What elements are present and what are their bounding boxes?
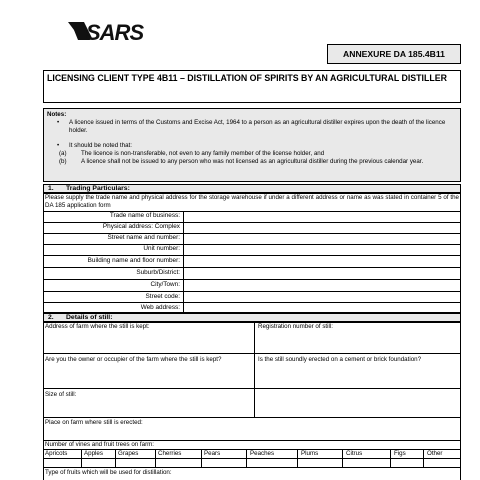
notes-item-b-text: A licence shall not be issued to any person who was not licensed as an agricultural distiller during the previous calendar year. [81, 158, 424, 165]
building-input[interactable] [184, 256, 460, 267]
owner-question-label: Are you the owner or occupier of the farm where the still is kept? [45, 356, 222, 363]
still-size-input[interactable] [44, 400, 253, 416]
still-size-extra-input[interactable] [256, 389, 460, 416]
notes-bullet-1: • A licence issued in terms of the Customs and Excise Act, 1964 to a person as an agricultural distiller expires upon the death of the licence holder. [57, 119, 446, 134]
notes-item-a [47, 150, 457, 158]
section-1-title: Trading Particulars: [66, 185, 130, 192]
fruit-header-cherries: Cherries [158, 450, 182, 457]
annexure-label: ANNEXURE DA 185.4B11 [327, 44, 461, 64]
fruit-header-grapes: Grapes [118, 450, 139, 457]
still-place-label: Place on farm where still is erected: [45, 419, 143, 426]
notes-item-b-key: (b) [59, 158, 67, 165]
s2-line-1 [43, 353, 461, 354]
fruit-types-label: Type of fruits which will be used for distillation: [45, 469, 172, 476]
s2-line-3 [43, 417, 461, 418]
registration-label: Registration number of still: [258, 323, 333, 330]
suburb-input[interactable] [184, 268, 460, 279]
registration-input[interactable] [256, 332, 460, 352]
farm-address-label: Address of farm where the still is kept: [45, 323, 150, 330]
fruit-header-apples: Apples [84, 450, 103, 457]
notes-bullet-2-text: It should be noted that: [69, 142, 132, 149]
section-2-number: 2. [48, 314, 54, 321]
notes-item-b [47, 158, 457, 166]
s2-line-7 [43, 467, 461, 468]
section-1-instruction: Please supply the trade name and physical address for the storage warehouse if under a different address or name as was stated in container 5 of the DA 185 application form [45, 194, 459, 209]
form-title: LICENSING CLIENT TYPE 4B11 – DISTILLATION OF SPIRITS BY AN AGRICULTURAL DISTILLER [43, 70, 461, 103]
trade-name-input[interactable] [184, 212, 460, 222]
field-label-unit: Unit number: [143, 245, 180, 252]
field-label-street-code: Street code: [145, 293, 180, 300]
notes-bullet-1-text: A licence issued in terms of the Customs and Excise Act, 1964 to a person as an agricultural distiller expires upon the death of the licence holder. [69, 119, 446, 134]
field-label-street: Street name and number: [107, 234, 180, 241]
web-address-input[interactable] [184, 303, 460, 313]
fruit-header-citrus: Citrus [346, 450, 363, 457]
unit-input[interactable] [184, 245, 460, 255]
fruit-header-pears: Pears [204, 450, 221, 457]
foundation-answer-input[interactable] [256, 372, 460, 387]
sars-logo-text: SARS [86, 20, 144, 45]
fruit-header-plums: Plums [301, 450, 319, 457]
street-code-input[interactable] [184, 292, 460, 302]
owner-answer-input[interactable] [44, 372, 253, 387]
field-label-complex: Physical address: Complex [102, 223, 180, 230]
fruit-header-apricots: Apricots [45, 450, 68, 457]
fruit-header-peaches: Peaches [250, 450, 275, 457]
street-input[interactable] [184, 234, 460, 244]
field-label-city: City/Town: [150, 281, 180, 288]
city-input[interactable] [184, 280, 460, 291]
section-2-header [43, 313, 461, 322]
foundation-question-label: Is the still soundly erected on a cement or brick foundation? [258, 356, 422, 363]
section-1-number: 1. [48, 185, 54, 192]
field-label-web: Web address: [140, 304, 180, 311]
field-label-building: Building name and floor number: [87, 257, 180, 264]
section-2-title: Details of still: [66, 314, 113, 321]
section-1-header [43, 184, 461, 193]
fruit-counts-input-row[interactable] [44, 459, 460, 467]
fruit-header-figs: Figs [394, 450, 406, 457]
field-label-trade-name: Trade name of business: [109, 212, 180, 219]
notes-item-a-text: The licence is non-transferable, not even to any family member of the license holder, and [81, 150, 325, 157]
still-place-input[interactable] [44, 428, 460, 439]
complex-input[interactable] [184, 223, 460, 233]
notes-bullet-2: • It should be noted that: [57, 142, 132, 149]
vines-count-label: Number of vines and fruit trees on farm: [45, 441, 155, 448]
notes-heading: Notes: [47, 111, 67, 118]
section-2-divider [254, 322, 255, 417]
farm-address-input[interactable] [44, 332, 253, 352]
fruit-header-other: Other [427, 450, 443, 457]
notes-item-a-key: (a) [59, 150, 67, 157]
notes-box [43, 108, 461, 182]
field-label-suburb: Suburb/District: [136, 269, 180, 276]
still-size-label: Size of still: [45, 391, 77, 398]
